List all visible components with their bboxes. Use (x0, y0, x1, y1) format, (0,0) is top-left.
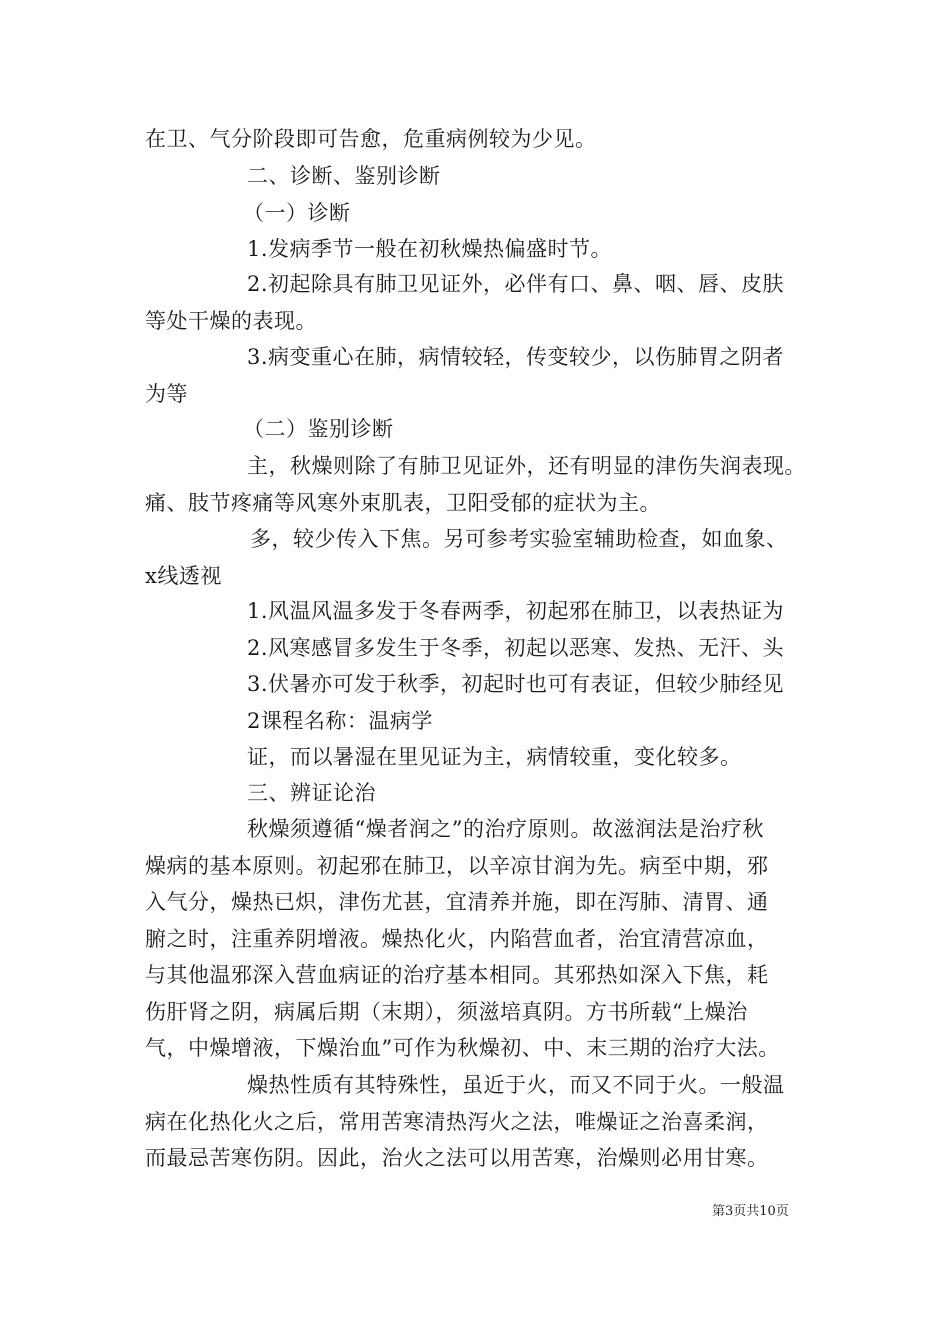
text-line: 伤肝肾之阴，病属后期（末期），须滋培真阴。方书所载“上燥治 (145, 1000, 748, 1024)
text-line: 痛、肢节疼痛等风寒外束肌表，卫阳受郁的症状为主。 (145, 491, 661, 515)
text-line: 1.发病季节一般在初秋燥热偏盛时节。 (247, 237, 613, 261)
text-line: 与其他温邪深入营血病证的治疗基本相同。其邪热如深入下焦，耗 (145, 963, 769, 987)
text-line: 在卫、气分阶段即可告愈，危重病例较为少见。 (145, 127, 597, 151)
text-line: 气，中燥增液，下燥治血”可作为秋燥初、中、末三期的治疗大法。 (145, 1036, 780, 1060)
page-footer: 第3页共10页 (712, 1204, 789, 1219)
text-line: 多，较少传入下焦。另可参考实验室辅助检查，如血象、 (250, 527, 788, 551)
text-line: 2课程名称：温病学 (247, 709, 433, 733)
subsection-heading: （二）鉴别诊断 (243, 417, 394, 441)
text-line: 为等 (145, 382, 188, 406)
text-line: 2.风寒感冒多发生于冬季，初起以恶寒、发热、无汗、头 (247, 636, 785, 660)
text-line: 主，秋燥则除了有肺卫见证外，还有明显的津伤失润表现。 (247, 454, 806, 478)
text-line: 证，而以暑湿在里见证为主，病情较重，变化较多。 (247, 745, 742, 769)
text-line: 燥病的基本原则。初起邪在肺卫，以辛凉甘润为先。病至中期，邪 (145, 854, 769, 878)
section-heading: 三、辨证论治 (247, 781, 376, 805)
subsection-heading: （一）诊断 (243, 201, 351, 225)
text-line: 3.伏暑亦可发于秋季，初起时也可有表证，但较少肺经见 (247, 672, 785, 696)
text-line: 2.初起除具有肺卫见证外，必伴有口、鼻、咽、唇、皮肤 (247, 272, 785, 296)
text-line: 腑之时，注重养阴增液。燥热化火，内陷营血者，治宜清营凉血， (145, 927, 769, 951)
text-line: 等处干燥的表现。 (145, 309, 317, 333)
text-line: 燥热性质有其特殊性，虽近于火，而又不同于火。一般温 (247, 1073, 785, 1097)
text-line: x线透视 (145, 564, 222, 588)
text-line: 病在化热化火之后，常用苦寒清热泻火之法，唯燥证之治喜柔润， (145, 1110, 769, 1134)
text-line: 入气分，燥热已炽，津伤尤甚，宜清养并施，即在泻肺、清胃、通 (145, 890, 769, 914)
text-line: 1.风温风温多发于冬春两季，初起邪在肺卫，以表热证为 (247, 599, 785, 623)
section-heading: 二、诊断、鉴别诊断 (247, 164, 441, 188)
text-line: 3.病变重心在肺，病情较轻，传变较少，以伤肺胃之阴者 (247, 345, 785, 369)
text-line: 秋燥须遵循“燥者润之”的治疗原则。故滋润法是治疗秋 (247, 817, 764, 841)
text-line: 而最忌苦寒伤阴。因此，治火之法可以用苦寒，治燥则必用甘寒。 (145, 1146, 769, 1170)
